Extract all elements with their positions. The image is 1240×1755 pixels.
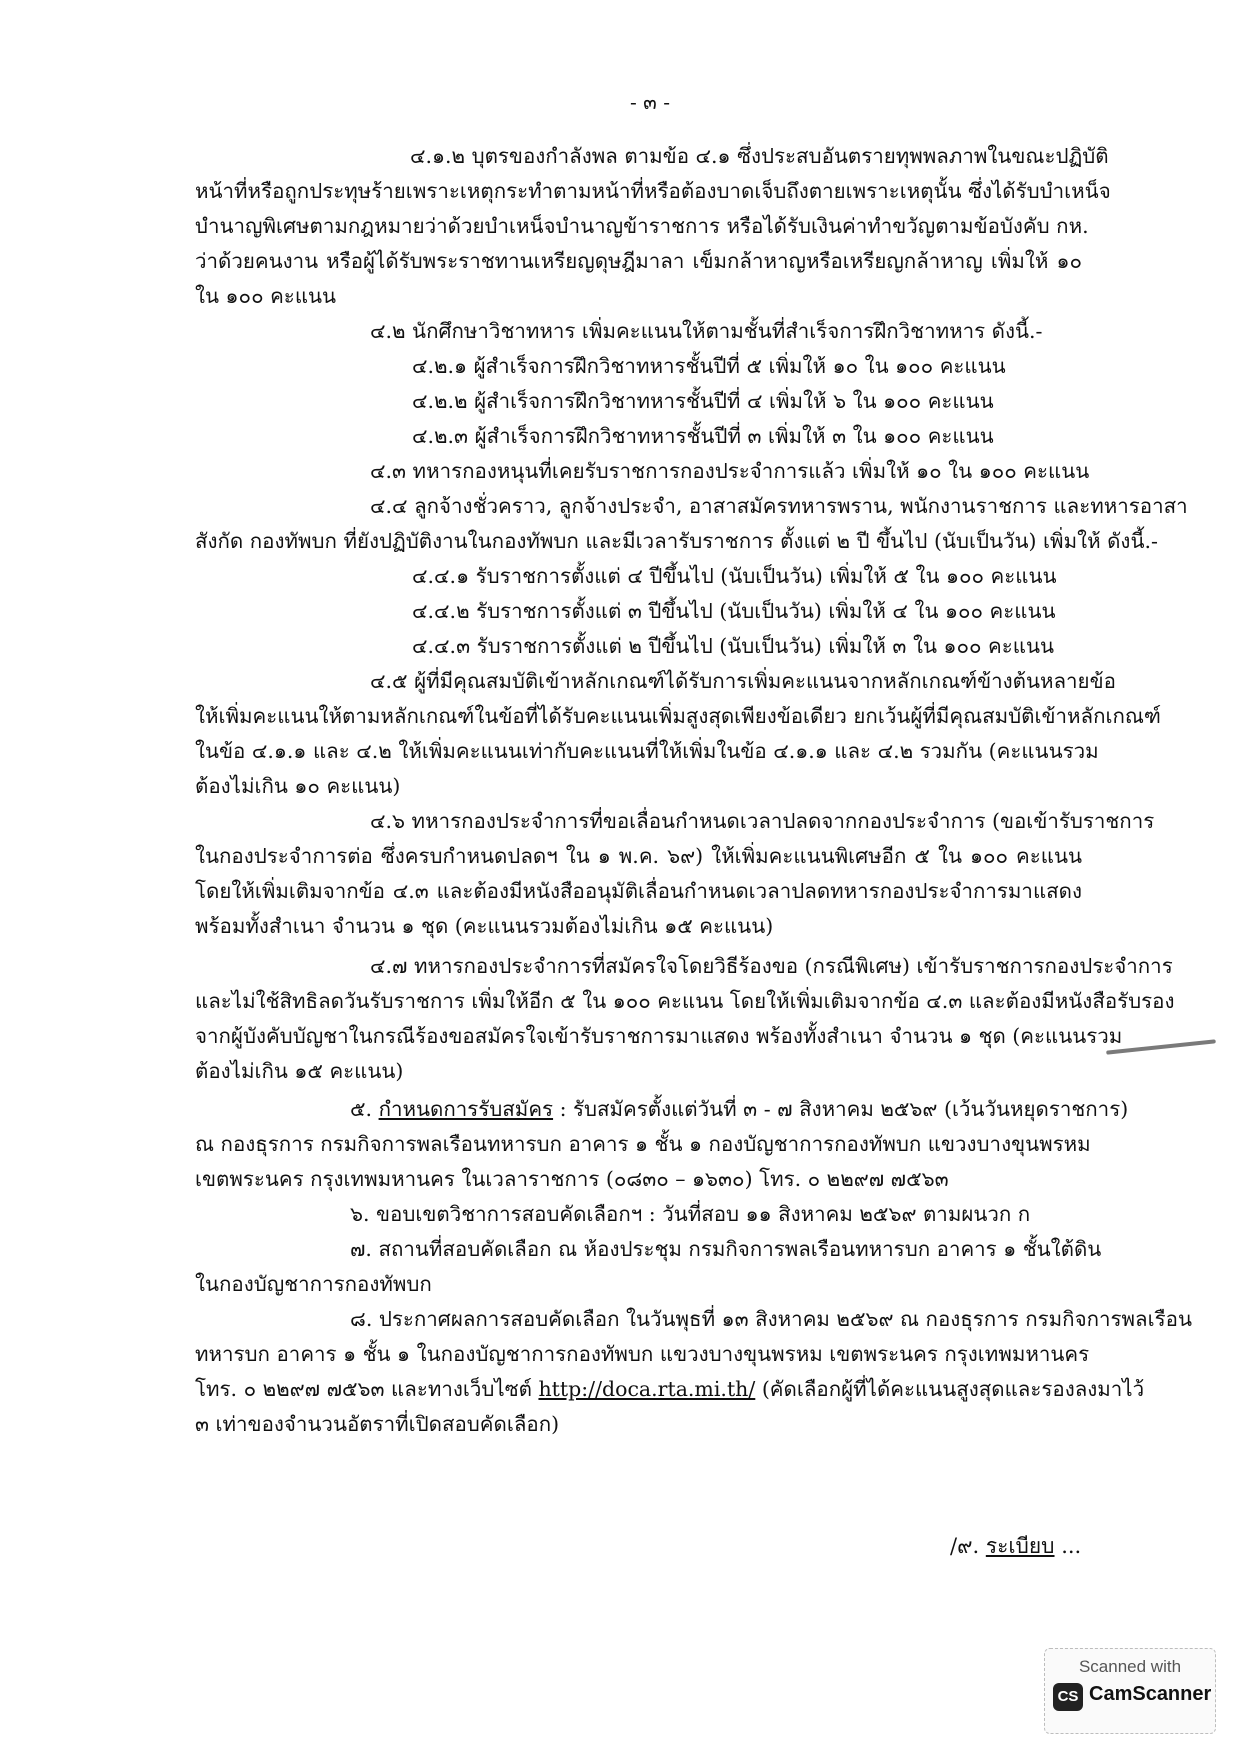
para-46-line-2: ในกองประจำการต่อ ซึ่งครบกำหนดปลดฯ ใน ๑ พ.ค. ๖๙) ให้เพิ่มคะแนนพิเศษอีก ๕ ใน ๑๐๐ คะแนน <box>195 844 1082 868</box>
para-8-phone-text: โทร. ๐ ๒๒๙๗ ๗๕๖๓ และทางเว็บไซต์ <box>195 1377 539 1401</box>
para-5-line-1 <box>350 1093 1129 1126</box>
website-link[interactable]: http://doca.rta.mi.th/ <box>538 1377 756 1401</box>
para-7-line-2: ในกองบัญชาการกองทัพบก <box>195 1272 432 1296</box>
camscanner-watermark <box>1044 1648 1216 1734</box>
para-45-line-2: ให้เพิ่มคะแนนให้ตามหลักเกณฑ์ในข้อที่ได้รับคะแนนเพิ่มสูงสุดเพียงข้อเดียว ยกเว้นผู้ที่มีคุณสมบัติเข้าหลักเกณฑ์ <box>195 704 1161 728</box>
para-46-line-1: ๔.๖ ทหารกองประจำการที่ขอเลื่อนกำหนดเวลาปลดจากกองประจำการ (ขอเข้ารับราชการ <box>370 809 1155 833</box>
para-5-text: : รับสมัครตั้งแต่วันที่ ๓ - ๗ สิงหาคม ๒๕๖๙ (เว้นวันหยุดราชการ) <box>553 1097 1129 1121</box>
para-441: ๔.๔.๑ รับราชการตั้งแต่ ๔ ปีขึ้นไป (นับเป็นวัน) เพิ่มให้ ๕ ใน ๑๐๐ คะแนน <box>412 564 1057 588</box>
para-45-line-4: ต้องไม่เกิน ๑๐ คะแนน) <box>195 774 401 798</box>
para-7-line-1: ๗. สถานที่สอบคัดเลือก ณ ห้องประชุม กรมกิจการพลเรือนทหารบก อาคาร ๑ ชั้นใต้ดิน <box>350 1237 1102 1261</box>
para-47-line-2: และไม่ใช้สิทธิลดวันรับราชการ เพิ่มให้อีก ๕ ใน ๑๐๐ คะแนน โดยให้เพิ่มเติมจากข้อ ๔.๓ และต้องมีหนังสือรับรอง <box>195 989 1175 1013</box>
para-412-line-4: ว่าด้วยคนงาน หรือผู้ได้รับพระราชทานเหรียญดุษฎีมาลา เข็มกล้าหาญหรือเหรียญกล้าหาญ เพิ่มให้ ๑๐ <box>195 249 1082 273</box>
watermark-caption: Scanned with <box>1078 1657 1182 1676</box>
para-45-line-1: ๔.๕ ผู้ที่มีคุณสมบัติเข้าหลักเกณฑ์ได้รับการเพิ่มคะแนนจากหลักเกณฑ์ข้างต้นหลายข้อ <box>370 669 1116 693</box>
next-page-reference <box>950 1530 1081 1563</box>
para-43: ๔.๓ ทหารกองหนุนที่เคยรับราชการกองประจำการแล้ว เพิ่มให้ ๑๐ ใน ๑๐๐ คะแนน <box>370 459 1090 483</box>
para-8-line-1: ๘. ประกาศผลการสอบคัดเลือก ในวันพุธที่ ๑๓ สิงหาคม ๒๕๖๙ ณ กองธุรการ กรมกิจการพลเรือน <box>350 1307 1192 1331</box>
para-5-heading: กำหนดการรับสมัคร <box>378 1097 554 1121</box>
para-8-line-4: ๓ เท่าของจำนวนอัตราที่เปิดสอบคัดเลือก) <box>195 1412 560 1436</box>
para-442: ๔.๔.๒ รับราชการตั้งแต่ ๓ ปีขึ้นไป (นับเป็นวัน) เพิ่มให้ ๔ ใน ๑๐๐ คะแนน <box>412 599 1056 623</box>
para-5-line-2: ณ กองธุรการ กรมกิจการพลเรือนทหารบก อาคาร ๑ ชั้น ๑ กองบัญชาการกองทัพบก แขวงบางขุนพรหม <box>195 1132 1091 1156</box>
next-page-ellipsis: ... <box>1054 1534 1082 1558</box>
para-42-heading: ๔.๒ นักศึกษาวิชาทหาร เพิ่มคะแนนให้ตามชั้นที่สำเร็จการฝึกวิชาทหาร ดังนี้.- <box>370 319 1043 343</box>
para-8-line-3 <box>195 1373 1145 1406</box>
pen-mark <box>1106 1039 1216 1054</box>
para-8-line-2: ทหารบก อาคาร ๑ ชั้น ๑ ในกองบัญชาการกองทัพบก แขวงบางขุนพรหม เขตพระนคร กรุงเทพมหานคร <box>195 1342 1090 1366</box>
para-47-line-1: ๔.๗ ทหารกองประจำการที่สมัครใจโดยวิธีร้องขอ (กรณีพิเศษ) เข้ารับราชการกองประจำการ <box>370 954 1173 978</box>
para-412-line-3: บำนาญพิเศษตามกฎหมายว่าด้วยบำเหน็จบำนาญข้าราชการ หรือได้รับเงินค่าทำขวัญตามข้อบังคับ กห. <box>195 214 1089 238</box>
page-number: - ๓ - <box>630 90 670 114</box>
next-page-number: /๙. <box>950 1534 986 1558</box>
para-44-line-2: สังกัด กองทัพบก ที่ยังปฏิบัติงานในกองทัพบก และมีเวลารับราชการ ตั้งแต่ ๒ ปี ขึ้นไป (นับเป็นวัน) เพิ่มให้ ดังนี้.- <box>195 529 1158 553</box>
para-421: ๔.๒.๑ ผู้สำเร็จการฝึกวิชาทหารชั้นปีที่ ๕ เพิ่มให้ ๑๐ ใน ๑๐๐ คะแนน <box>412 354 1006 378</box>
para-412-line-5: ใน ๑๐๐ คะแนน <box>195 284 337 308</box>
para-5-line-3: เขตพระนคร กรุงเทพมหานคร ในเวลาราชการ (๐๘๓๐ – ๑๖๓๐) โทร. ๐ ๒๒๙๗ ๗๕๖๓ <box>195 1167 949 1191</box>
para-47-line-3: จากผู้บังคับบัญชาในกรณีร้องขอสมัครใจเข้ารับราชการมาแสดง พร้องทั้งสำเนา จำนวน ๑ ชุด (คะแนนรวม <box>195 1024 1123 1048</box>
para-45-line-3: ในข้อ ๔.๑.๑ และ ๔.๒ ให้เพิ่มคะแนนเท่ากับคะแนนที่ให้เพิ่มในข้อ ๔.๑.๑ และ ๔.๒ รวมกัน (คะแนนรวม <box>195 739 1099 763</box>
para-422: ๔.๒.๒ ผู้สำเร็จการฝึกวิชาทหารชั้นปีที่ ๔ เพิ่มให้ ๖ ใน ๑๐๐ คะแนน <box>412 389 994 413</box>
para-5-number: ๕. <box>350 1097 373 1121</box>
para-46-line-3: โดยให้เพิ่มเติมจากข้อ ๔.๓ และต้องมีหนังสืออนุมัติเลื่อนกำหนดเวลาปลดทหารกองประจำการมาแสดง <box>195 879 1082 903</box>
para-443: ๔.๔.๓ รับราชการตั้งแต่ ๒ ปีขึ้นไป (นับเป็นวัน) เพิ่มให้ ๓ ใน ๑๐๐ คะแนน <box>412 634 1055 658</box>
para-47-line-4: ต้องไม่เกิน ๑๕ คะแนน) <box>195 1059 404 1083</box>
next-page-word: ระเบียบ <box>985 1534 1055 1558</box>
para-44-line-1: ๔.๔ ลูกจ้างชั่วคราว, ลูกจ้างประจำ, อาสาสมัครทหารพราน, พนักงานราชการ และทหารอาสา <box>370 494 1188 518</box>
watermark-brand: CamScanner <box>1089 1683 1212 1705</box>
para-46-line-4: พร้อมทั้งสำเนา จำนวน ๑ ชุด (คะแนนรวมต้องไม่เกิน ๑๕ คะแนน) <box>195 914 774 938</box>
para-6: ๖. ขอบเขตวิชาการสอบคัดเลือกฯ : วันที่สอบ ๑๑ สิงหาคม ๒๕๖๙ ตามผนวก ก <box>350 1202 1031 1226</box>
camscanner-logo-icon: CS <box>1053 1683 1083 1711</box>
para-8-line-3-tail: (คัดเลือกผู้ที่ได้คะแนนสูงสุดและรองลงมาไว้ <box>755 1377 1145 1401</box>
para-412-line-2: หน้าที่หรือถูกประทุษร้ายเพราะเหตุกระทำตามหน้าที่หรือต้องบาดเจ็บถึงตายเพราะเหตุนั้น ซึ่งได้รับบำเหน็จ <box>195 179 1111 203</box>
para-423: ๔.๒.๓ ผู้สำเร็จการฝึกวิชาทหารชั้นปีที่ ๓ เพิ่มให้ ๓ ใน ๑๐๐ คะแนน <box>412 424 994 448</box>
para-412-line-1: ๔.๑.๒ บุตรของกำลังพล ตามข้อ ๔.๑ ซึ่งประสบอันตรายทุพพลภาพในขณะปฏิบัติ <box>410 144 1109 168</box>
